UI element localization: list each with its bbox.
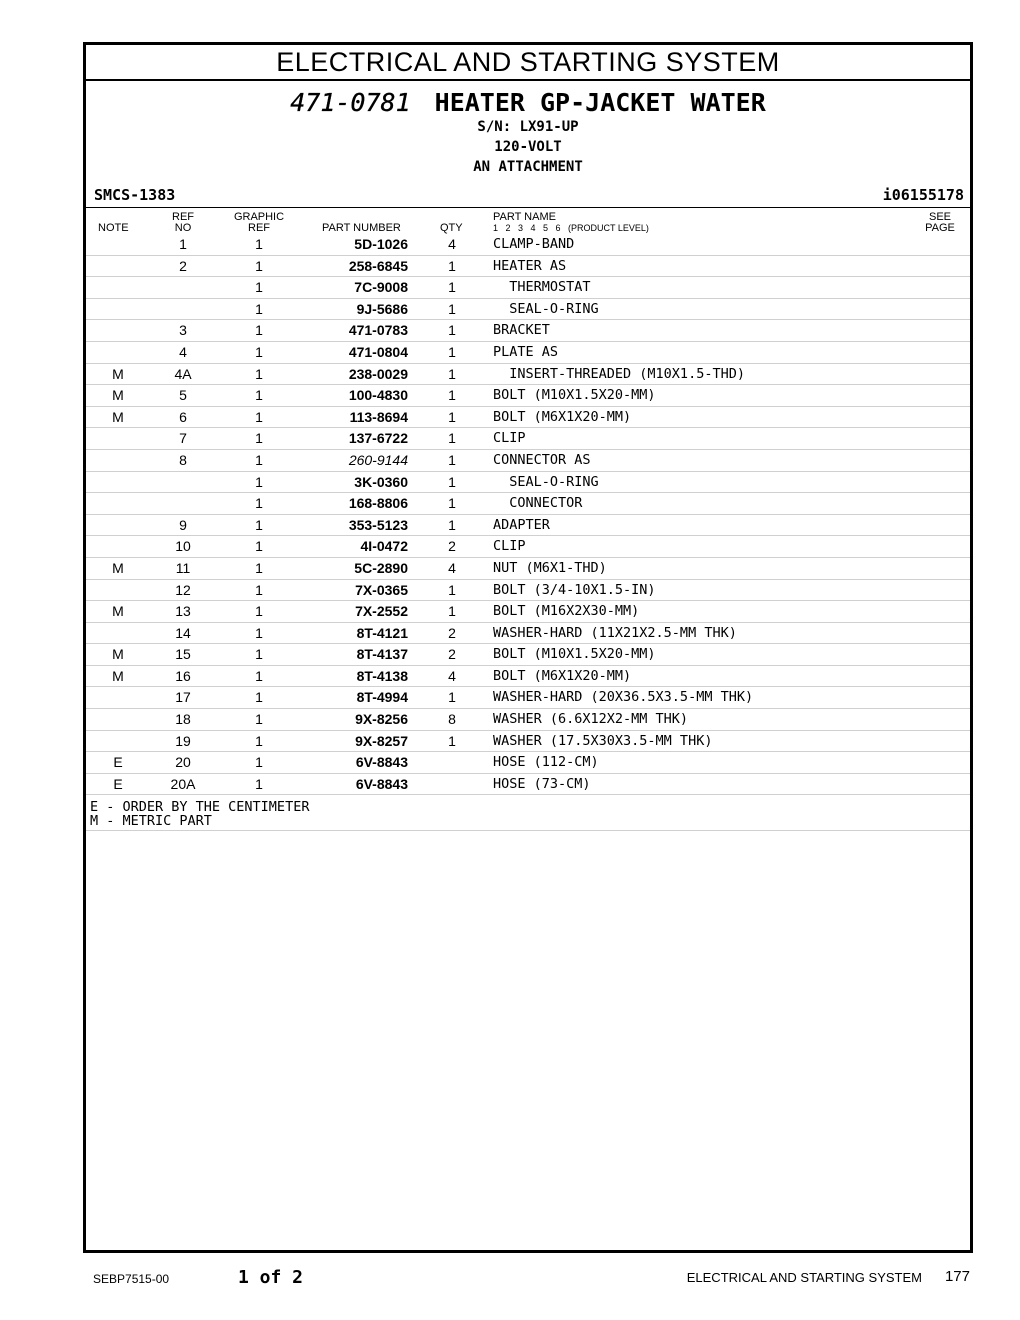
table-row bbox=[86, 580, 970, 602]
col-ref-top: REF bbox=[172, 211, 194, 223]
ref-no-cell: 18 bbox=[175, 711, 191, 728]
note-cell: E bbox=[113, 775, 123, 792]
graphic-ref-cell: 1 bbox=[255, 473, 263, 490]
col-graphic-top: GRAPHIC bbox=[233, 211, 285, 223]
graphic-ref-cell: 1 bbox=[255, 646, 263, 663]
note-cell: M bbox=[112, 603, 124, 620]
qty-cell: 8 bbox=[448, 711, 456, 728]
part-number-cell: 6V-8843 bbox=[355, 754, 408, 771]
ref-no-cell: 3 bbox=[179, 322, 187, 339]
qty-cell: 1 bbox=[448, 451, 456, 468]
qty-cell: 1 bbox=[448, 387, 456, 404]
part-number-cell: 5C-2890 bbox=[354, 559, 408, 576]
qty-cell: 1 bbox=[448, 408, 456, 425]
col-part-name bbox=[493, 212, 649, 234]
part-number-cell: 4I-0472 bbox=[360, 538, 408, 555]
graphic-ref-cell: 1 bbox=[255, 279, 263, 296]
part-number-cell: 137-6722 bbox=[348, 430, 408, 447]
ref-no-cell: 5 bbox=[179, 387, 187, 404]
graphic-ref-cell: 1 bbox=[255, 603, 263, 620]
ref-no-cell: 11 bbox=[175, 559, 191, 576]
ref-no-cell: 15 bbox=[175, 646, 191, 663]
graphic-ref-cell: 1 bbox=[255, 624, 263, 641]
part-name-cell: BOLT (M6X1X20-MM) bbox=[493, 408, 632, 425]
part-number-cell: 100-4830 bbox=[348, 387, 408, 404]
group-part-number: 471-0781 bbox=[290, 88, 411, 117]
ref-no-cell: 19 bbox=[175, 732, 191, 749]
ref-no-cell: 9 bbox=[179, 516, 187, 533]
part-name-cell: THERMOSTAT bbox=[493, 279, 591, 296]
qty-cell: 1 bbox=[448, 322, 456, 339]
note-cell: M bbox=[112, 667, 124, 684]
col-see-bottom: PAGE bbox=[925, 222, 955, 234]
qty-cell: 1 bbox=[448, 495, 456, 512]
table-row bbox=[86, 320, 970, 342]
table-row bbox=[86, 515, 970, 537]
table-row bbox=[86, 774, 970, 796]
table-row bbox=[86, 342, 970, 364]
part-number-cell: 113-8694 bbox=[349, 408, 408, 425]
part-name-cell: SEAL-O-RING bbox=[493, 300, 599, 317]
part-number-cell: 8T-4138 bbox=[356, 667, 408, 684]
ref-no-cell: 1 bbox=[179, 236, 187, 252]
ref-no-cell: 12 bbox=[175, 581, 191, 598]
part-number-cell: 8T-4137 bbox=[356, 646, 408, 663]
qty-cell: 1 bbox=[448, 343, 456, 360]
ref-no-cell: 2 bbox=[179, 257, 187, 274]
part-number-cell: 7X-2552 bbox=[355, 603, 408, 620]
table-row bbox=[86, 428, 970, 450]
part-number-cell: 7C-9008 bbox=[354, 279, 408, 296]
notes-divider bbox=[86, 830, 970, 831]
table-row bbox=[86, 644, 970, 666]
part-name-cell: CLAMP-BAND bbox=[493, 236, 575, 252]
ref-no-cell: 20 bbox=[175, 754, 191, 771]
col-see-top: SEE bbox=[928, 211, 951, 223]
graphic-ref-cell: 1 bbox=[255, 538, 263, 555]
ref-no-cell: 8 bbox=[179, 451, 187, 468]
note-m: M - METRIC PART bbox=[90, 813, 212, 829]
part-number-cell: 258-6845 bbox=[348, 257, 408, 274]
part-number-cell: 9X-8257 bbox=[355, 732, 408, 749]
graphic-ref-cell: 1 bbox=[255, 408, 263, 425]
part-name-cell: BOLT (M16X2X30-MM) bbox=[493, 603, 640, 620]
part-name-cell: HEATER AS bbox=[493, 257, 567, 274]
qty-cell: 1 bbox=[448, 365, 456, 382]
table-row bbox=[86, 623, 970, 645]
table-row bbox=[86, 536, 970, 558]
col-product-level: 1 2 3 4 5 6 (PRODUCT LEVEL) bbox=[493, 223, 649, 233]
section-title: ELECTRICAL AND STARTING SYSTEM bbox=[86, 45, 970, 81]
notes bbox=[90, 800, 309, 828]
qty-cell: 1 bbox=[448, 516, 456, 533]
part-number-cell: 5D-1026 bbox=[354, 236, 408, 252]
part-number-cell: 6V-8843 bbox=[355, 775, 408, 792]
qty-cell: 1 bbox=[448, 473, 456, 490]
graphic-ref-cell: 1 bbox=[255, 495, 263, 512]
footer-page-of: 1 of 2 bbox=[238, 1267, 304, 1288]
ref-no-cell: 10 bbox=[175, 538, 191, 555]
table-row bbox=[86, 666, 970, 688]
part-name-cell: CLIP bbox=[493, 430, 526, 447]
group-name: HEATER GP-JACKET WATER bbox=[434, 88, 766, 117]
qty-cell: 1 bbox=[448, 581, 456, 598]
col-qty: QTY bbox=[440, 222, 463, 234]
part-number-cell: 7X-0365 bbox=[355, 581, 408, 598]
qty-cell: 1 bbox=[448, 732, 456, 749]
table-row bbox=[86, 709, 970, 731]
qty-cell: 1 bbox=[448, 689, 456, 706]
graphic-ref-cell: 1 bbox=[255, 775, 263, 792]
col-see-page bbox=[922, 212, 958, 234]
table-row bbox=[86, 558, 970, 580]
col-part-name-label: PART NAME bbox=[493, 211, 556, 223]
col-graphic-bottom: REF bbox=[248, 222, 270, 234]
part-name-cell: INSERT-THREADED (M10X1.5-THD) bbox=[493, 365, 745, 382]
qty-cell: 4 bbox=[448, 667, 456, 684]
part-number-cell: 8T-4121 bbox=[356, 624, 408, 641]
graphic-ref-cell: 1 bbox=[255, 754, 263, 771]
note-cell: M bbox=[112, 559, 124, 576]
qty-cell: 2 bbox=[448, 646, 456, 663]
part-number-cell: 3K-0360 bbox=[354, 473, 408, 490]
ref-no-cell: 7 bbox=[179, 430, 187, 447]
part-name-cell: WASHER-HARD (20X36.5X3.5-MM THK) bbox=[493, 689, 754, 706]
table-row bbox=[86, 450, 970, 472]
note-cell: E bbox=[113, 754, 123, 771]
part-name-cell: BOLT (M6X1X20-MM) bbox=[493, 667, 632, 684]
illustration-id: i06155178 bbox=[882, 186, 964, 204]
table-row bbox=[86, 407, 970, 429]
graphic-ref-cell: 1 bbox=[255, 516, 263, 533]
footer-section: ELECTRICAL AND STARTING SYSTEM bbox=[686, 1270, 922, 1285]
graphic-ref-cell: 1 bbox=[255, 430, 263, 447]
graphic-ref-cell: 1 bbox=[255, 300, 263, 317]
col-ref-bottom: NO bbox=[174, 222, 192, 234]
part-name-cell: HOSE (73-CM) bbox=[493, 775, 591, 792]
graphic-ref-cell: 1 bbox=[255, 581, 263, 598]
ref-no-cell: 14 bbox=[175, 624, 191, 641]
qty-cell: 1 bbox=[448, 279, 456, 296]
footer-doc-number: SEBP7515-00 bbox=[93, 1272, 170, 1286]
col-note: NOTE bbox=[98, 222, 129, 234]
ref-no-cell: 13 bbox=[175, 603, 191, 620]
part-number-cell: 471-0783 bbox=[348, 322, 408, 339]
graphic-ref-cell: 1 bbox=[255, 322, 263, 339]
part-number-cell: 168-8806 bbox=[348, 495, 408, 512]
note-cell: M bbox=[112, 408, 124, 425]
qty-cell: 1 bbox=[448, 430, 456, 447]
qty-cell: 4 bbox=[448, 559, 456, 576]
qty-cell: 2 bbox=[448, 624, 456, 641]
part-name-cell: ADAPTER bbox=[493, 516, 550, 533]
voltage-label: 120-VOLT bbox=[494, 139, 562, 155]
qty-cell: 2 bbox=[448, 538, 456, 555]
table-row bbox=[86, 234, 970, 256]
table-row bbox=[86, 277, 970, 299]
ref-no-cell: 20A bbox=[170, 775, 196, 792]
graphic-ref-cell: 1 bbox=[255, 689, 263, 706]
table-row bbox=[86, 601, 970, 623]
ref-no-cell: 17 bbox=[175, 689, 191, 706]
graphic-ref-cell: 1 bbox=[255, 711, 263, 728]
col-graphic-ref bbox=[229, 212, 289, 234]
part-name-cell: NUT (M6X1-THD) bbox=[493, 559, 607, 576]
qty-cell: 1 bbox=[448, 603, 456, 620]
footer-page-number: 177 bbox=[944, 1268, 970, 1285]
part-number-cell: 238-0029 bbox=[348, 365, 408, 382]
qty-cell: 4 bbox=[448, 236, 456, 252]
graphic-ref-cell: 1 bbox=[255, 365, 263, 382]
part-name-cell: WASHER-HARD (11X21X2.5-MM THK) bbox=[493, 624, 737, 641]
part-name-cell: SEAL-O-RING bbox=[493, 473, 599, 490]
table-row bbox=[86, 299, 970, 321]
table-row bbox=[86, 731, 970, 753]
qty-cell: 1 bbox=[448, 300, 456, 317]
graphic-ref-cell: 1 bbox=[255, 559, 263, 576]
ref-no-cell: 16 bbox=[175, 667, 191, 684]
graphic-ref-cell: 1 bbox=[255, 451, 263, 468]
graphic-ref-cell: 1 bbox=[255, 732, 263, 749]
col-ref-no bbox=[168, 212, 198, 234]
smcs-code: SMCS-1383 bbox=[94, 186, 176, 204]
graphic-ref-cell: 1 bbox=[255, 236, 263, 252]
table-row bbox=[86, 364, 970, 386]
part-number-cell: 471-0804 bbox=[348, 343, 408, 360]
attachment-label: AN ATTACHMENT bbox=[473, 159, 583, 175]
table-row bbox=[86, 256, 970, 278]
table-row bbox=[86, 493, 970, 515]
note-e: E - ORDER BY THE CENTIMETER bbox=[90, 799, 310, 815]
serial-range: S/N: LX91-UP bbox=[477, 119, 579, 135]
part-name-cell: WASHER (17.5X30X3.5-MM THK) bbox=[493, 732, 713, 749]
parts-table bbox=[86, 234, 970, 795]
graphic-ref-cell: 1 bbox=[255, 667, 263, 684]
part-name-cell: HOSE (112-CM) bbox=[493, 754, 599, 771]
part-number-cell: 260-9144 bbox=[348, 451, 408, 468]
part-name-cell: BOLT (M10X1.5X20-MM) bbox=[493, 646, 656, 663]
table-row bbox=[86, 472, 970, 494]
page-frame bbox=[83, 42, 973, 1253]
part-name-cell: WASHER (6.6X12X2-MM THK) bbox=[493, 711, 689, 728]
table-row bbox=[86, 687, 970, 709]
graphic-ref-cell: 1 bbox=[255, 387, 263, 404]
note-cell: M bbox=[112, 646, 124, 663]
note-cell: M bbox=[112, 387, 124, 404]
col-part-number: PART NUMBER bbox=[322, 222, 401, 234]
ref-no-cell: 4 bbox=[179, 343, 187, 360]
part-name-cell: CONNECTOR bbox=[493, 495, 583, 512]
part-name-cell: BRACKET bbox=[493, 322, 550, 339]
graphic-ref-cell: 1 bbox=[255, 343, 263, 360]
qty-cell: 1 bbox=[448, 257, 456, 274]
part-name-cell: PLATE AS bbox=[493, 343, 559, 360]
table-row bbox=[86, 385, 970, 407]
part-number-cell: 9J-5686 bbox=[356, 300, 408, 317]
part-name-cell: CLIP bbox=[493, 538, 526, 555]
note-cell: M bbox=[112, 365, 124, 382]
part-number-cell: 9X-8256 bbox=[355, 711, 408, 728]
part-name-cell: BOLT (M10X1.5X20-MM) bbox=[493, 387, 656, 404]
part-name-cell: BOLT (3/4-10X1.5-IN) bbox=[493, 581, 656, 598]
header-divider bbox=[86, 207, 970, 208]
ref-no-cell: 4A bbox=[174, 365, 192, 382]
part-name-cell: CONNECTOR AS bbox=[493, 451, 591, 468]
table-row bbox=[86, 752, 970, 774]
ref-no-cell: 6 bbox=[179, 408, 187, 425]
part-number-cell: 353-5123 bbox=[348, 516, 408, 533]
graphic-ref-cell: 1 bbox=[255, 257, 263, 274]
part-number-cell: 8T-4994 bbox=[356, 689, 408, 706]
group-title bbox=[86, 88, 970, 117]
